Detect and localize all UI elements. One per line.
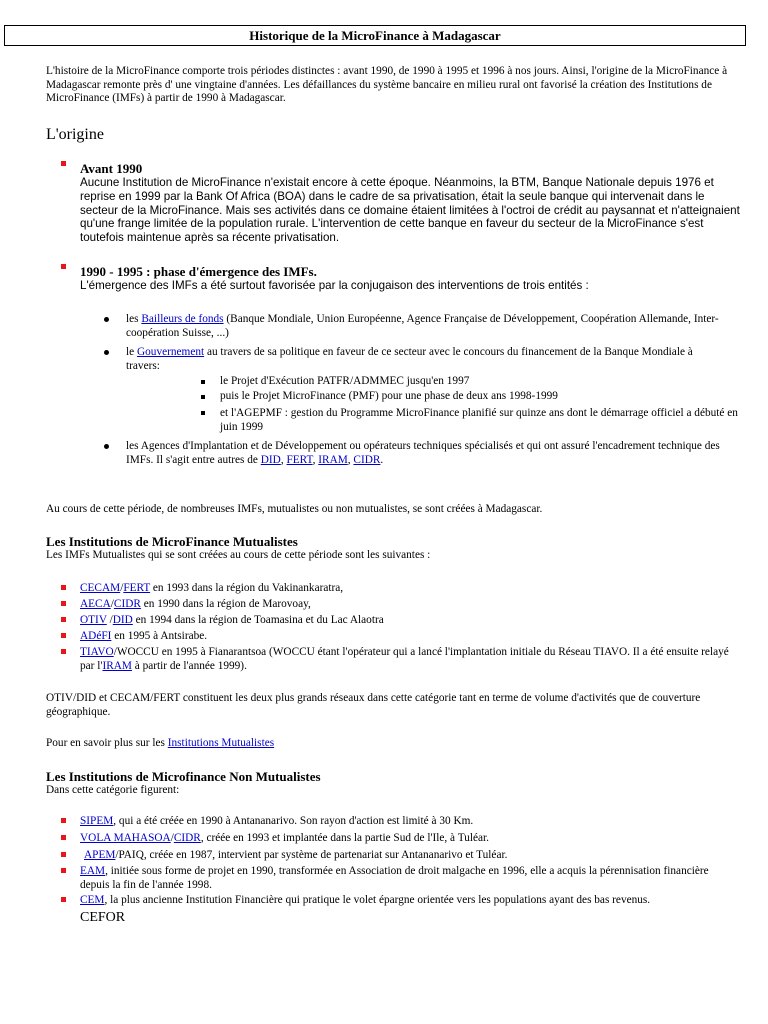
sub-item: et l'AGEPMF : gestion du Programme MicroFinance planifié sur quinze ans dont le démarrage officiel a débuté en juin 1999	[220, 407, 738, 433]
red-bullet-icon	[61, 585, 66, 590]
gouvernement-link[interactable]: Gouvernement	[136, 346, 205, 358]
tiavo-link[interactable]: TIAVO	[80, 646, 114, 658]
bailleurs-item	[126, 313, 726, 340]
section-heading-origine: L'origine	[46, 126, 104, 143]
red-bullet-icon	[61, 852, 66, 857]
avant-1990-block	[80, 161, 740, 245]
item-text: , initiée sous forme de projet en 1990, transformée en Association de droit malgache en 1996, elle a acquis la pérennisation financière depuis la fin de l'année 1998.	[80, 865, 709, 891]
gouvernement-item	[126, 346, 726, 373]
separator: /	[120, 582, 124, 594]
aeca-link[interactable]: AECA	[80, 598, 111, 610]
list-item	[80, 614, 740, 628]
emergence-text: L'émergence des IMFs a été surtout favorisée par la conjugaison des interventions de trois entités :	[80, 279, 589, 292]
agences-text: les Agences d'Implantation et de Développement ou opérateurs techniques spécialisés et qui ont assuré l'encadrement technique des IMFs. Il s'agit entre autres de	[126, 440, 720, 466]
mutualistes-conclusion: OTIV/DID et CECAM/FERT constituent les deux plus grands réseaux dans cette catégorie tant en terme de volume d'activités que de couverture géographique.	[46, 692, 701, 718]
item-text: /PAIQ, créée en 1987, intervient par système de partenariat sur Antananarivo et Tuléar.	[115, 849, 508, 861]
item-text: à partir de l'année 1999).	[131, 659, 247, 672]
more-info-line	[46, 737, 746, 751]
sipem-link[interactable]: SIPEM	[80, 815, 114, 827]
item-text: en 1990 dans la région de Marovoay,	[140, 598, 311, 610]
separator: /	[170, 832, 174, 844]
iram-link[interactable]: IRAM	[102, 659, 132, 672]
separator: ,	[280, 453, 287, 466]
cecam-link[interactable]: CECAM	[80, 582, 121, 594]
vola-mahasoa-link[interactable]: VOLA MAHASOA	[80, 832, 171, 844]
period: .	[380, 453, 384, 466]
red-bullet-icon	[61, 649, 66, 654]
avant-1990-title: Avant 1990	[80, 161, 143, 176]
item-text: en 1994 dans la région de Toamasina et du Lac Alaotra	[132, 614, 384, 626]
cem-link[interactable]: CEM	[80, 894, 105, 906]
gouvernement-prefix: le	[126, 346, 137, 358]
cidr-link[interactable]: CIDR	[113, 598, 141, 610]
separator: ,	[347, 453, 354, 466]
intro-paragraph: L'histoire de la MicroFinance comporte trois périodes distinctes : avant 1990, de 1990 à 1995 et 1996 à nos jours. Ainsi, l'origine de la MicroFinance à Madagascar remonte près d' une vingtaine d'années. Les défaillances du système bancaire en milieu rural ont favorisé la création des Institutions de MicroFinance (IMFs) à partir de 1990 à Madagascar.	[46, 65, 728, 105]
item-text: , créée en 1993 et implantée dans la partie Sud de l'Ile, à Tuléar.	[200, 832, 489, 844]
fert-link[interactable]: FERT	[123, 582, 151, 594]
list-item	[80, 630, 740, 644]
agences-item	[126, 440, 736, 467]
list-item	[80, 582, 740, 596]
list-item	[80, 646, 740, 673]
separator: ,	[312, 453, 319, 466]
sub-item: puis le Projet MicroFinance (PMF) pour une phase de deux ans 1998-1999	[220, 390, 558, 402]
red-bullet-icon	[61, 835, 66, 840]
item-text: , la plus ancienne Institution Financière qui pratique le volet épargne orientée vers les populations ayant des bas revenus.	[104, 894, 651, 906]
page-title: Historique de la MicroFinance à Madagascar	[4, 25, 746, 46]
list-item	[80, 865, 740, 892]
red-bullet-icon	[61, 868, 66, 873]
sub-bullet-icon	[201, 380, 205, 384]
apem-link[interactable]: APEM	[84, 849, 116, 861]
separator: /	[106, 614, 113, 626]
list-item	[80, 815, 740, 829]
adefi-link[interactable]: ADéFI	[80, 630, 112, 642]
non-mutualistes-subtitle: Dans cette catégorie figurent:	[46, 784, 180, 796]
item-text: en 1993 dans la région du Vakinankaratra,	[150, 582, 344, 594]
bailleurs-prefix: les	[126, 313, 142, 325]
did-link[interactable]: DID	[112, 614, 133, 626]
non-mutualistes-section	[46, 769, 746, 798]
bullet-dot-icon	[104, 444, 109, 449]
red-bullet-icon	[61, 264, 66, 269]
cidr-link[interactable]: CIDR	[353, 453, 381, 466]
bullet-dot-icon	[104, 350, 109, 355]
bailleurs-suffix: (Banque Mondiale, Union Européenne, Agence Française de Développement, Coopération Allemande, Inter-coopération Suisse, ...)	[126, 313, 719, 339]
iram-link[interactable]: IRAM	[318, 453, 348, 466]
fert-link[interactable]: FERT	[286, 453, 313, 466]
red-bullet-icon	[61, 633, 66, 638]
gouvernement-suffix: au travers de sa politique en faveur de ce secteur avec le concours du financement de la Banque Mondiale à travers:	[126, 346, 693, 372]
more-prefix: Pour en savoir plus sur les	[46, 737, 168, 749]
eam-link[interactable]: EAM	[80, 865, 106, 877]
list-item	[84, 849, 744, 863]
did-link[interactable]: DID	[260, 453, 281, 466]
separator: /	[110, 598, 114, 610]
red-bullet-icon	[61, 601, 66, 606]
red-bullet-icon	[61, 161, 66, 166]
sub-bullet-icon	[201, 411, 205, 415]
red-bullet-icon	[61, 617, 66, 622]
red-bullet-icon	[61, 818, 66, 823]
sub-item: le Projet d'Exécution PATFR/ADMMEC jusqu'en 1997	[220, 375, 470, 387]
list-item	[80, 832, 740, 846]
mutualistes-section	[46, 534, 746, 563]
red-bullet-icon	[61, 897, 66, 902]
emergence-title: 1990 - 1995 : phase d'émergence des IMFs.	[80, 264, 317, 279]
periode-paragraph: Au cours de cette période, de nombreuses IMFs, mutualistes ou non mutualistes, se sont créées à Madagascar.	[46, 503, 543, 515]
mutualistes-title: Les Institutions de MicroFinance Mutualistes	[46, 534, 298, 549]
item-text: , qui a été créée en 1990 à Antananarivo. Son rayon d'action est limité à 30 Km.	[113, 815, 474, 827]
non-mutualistes-title: Les Institutions de Microfinance Non Mutualistes	[46, 769, 321, 784]
emergence-block	[80, 264, 740, 293]
item-text: /WOCCU en 1995 à Fianarantsoa (WOCCU étant l'opérateur qui a lancé l'implantation initiale du Réseau TIAVO. Il a été ensuite relayé par l'	[80, 646, 729, 672]
bullet-dot-icon	[104, 317, 109, 322]
institutions-mutualistes-link[interactable]: Institutions Mutualistes	[167, 737, 275, 749]
bailleurs-link[interactable]: Bailleurs de fonds	[141, 313, 224, 325]
avant-1990-text: Aucune Institution de MicroFinance n'existait encore à cette époque. Néanmoins, la BTM, Banque Nationale depuis 1976 et reprise en 1999 par la Bank Of Africa (BOA) dans le cadre de sa privatisation, était la seule banque qui intervenait dans le secteur de la MicroFinance. Mais ses activités dans ce domaine étaient limitées à l'octroi de crédit au paysannat et n'atteignaient qu'une frange limitée de la population rurale. L'intervention de cette banque en faveur du secteur de la MicroFinance s'est toutefois maintenue après sa récente privatisation.	[80, 176, 740, 245]
otiv-link[interactable]: OTIV	[80, 614, 107, 626]
list-item	[80, 598, 740, 612]
item-text: en 1995 à Antsirabe.	[111, 630, 208, 642]
sub-bullet-icon	[201, 395, 205, 399]
cidr-link[interactable]: CIDR	[173, 832, 201, 844]
mutualistes-subtitle: Les IMFs Mutualistes qui se sont créées au cours de cette période sont les suivantes :	[46, 549, 431, 561]
list-item	[80, 894, 740, 908]
cefor-label: CEFOR	[80, 910, 126, 925]
